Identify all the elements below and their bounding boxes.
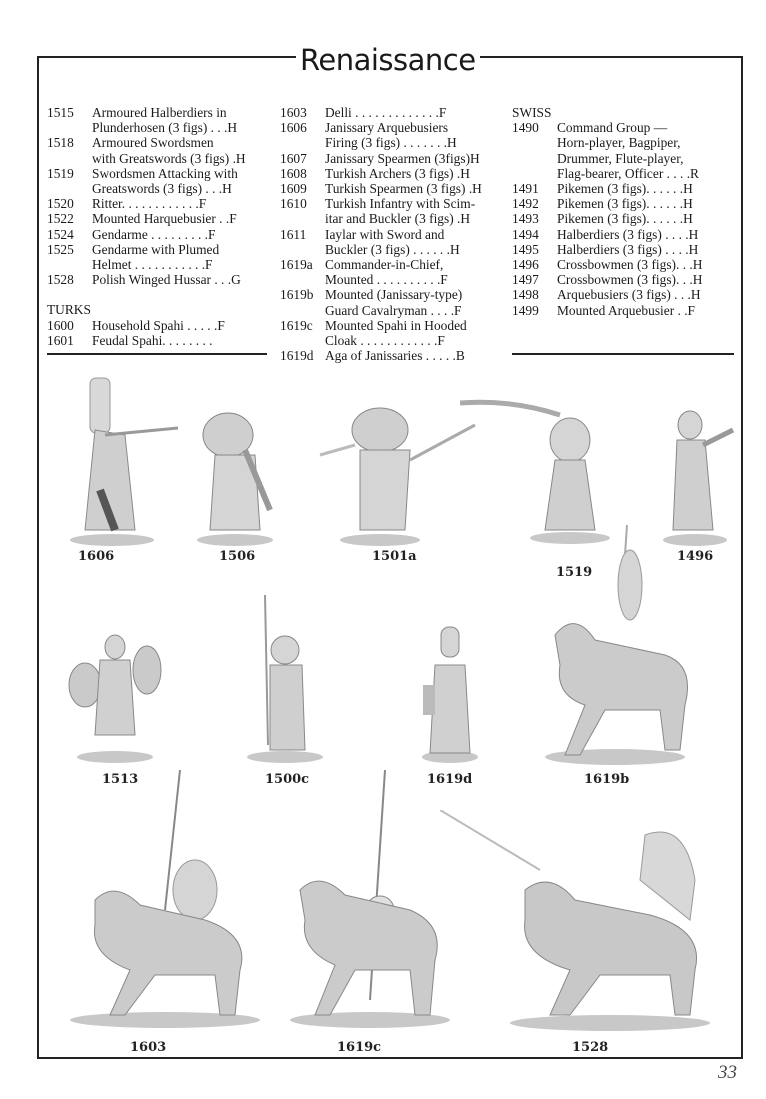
- catalog-code: 1499: [512, 302, 539, 318]
- catalog-entry: [280, 196, 505, 211]
- catalog-code: 1619a: [280, 257, 313, 273]
- figure-1619b-image: [535, 525, 710, 770]
- figure-caption: 1500c: [265, 772, 310, 787]
- catalog-code: 1522: [47, 211, 74, 227]
- catalog-description: Swordsmen Attacking with: [92, 165, 238, 181]
- catalog-entry: [512, 287, 740, 302]
- catalog-entry-continuation: [512, 151, 740, 166]
- catalog-code: 1609: [280, 181, 307, 197]
- figure-1513-image: [65, 625, 165, 765]
- catalog-code: 1494: [512, 226, 539, 242]
- catalog-description: Flag-bearer, Officer . . . .R: [557, 165, 699, 181]
- catalog-code: [512, 151, 557, 166]
- catalog-description: Helmet . . . . . . . . . . .F: [92, 257, 213, 273]
- catalog-code: [280, 211, 325, 226]
- catalog-description: Armoured Swordsmen: [92, 135, 214, 151]
- catalog-description: Household Spahi . . . . .F: [92, 317, 225, 333]
- catalog-description: with Greatswords (3 figs) .H: [92, 150, 246, 166]
- figure-1619d-image: [415, 625, 485, 765]
- catalog-entry-continuation: [47, 120, 269, 135]
- catalog-code: [280, 303, 325, 318]
- catalog-code: 1492: [512, 196, 539, 212]
- catalog-entry: [47, 135, 269, 150]
- catalog-code: 1524: [47, 226, 74, 242]
- page-number: 33: [718, 1062, 737, 1083]
- catalog-description: Delli . . . . . . . . . . . . .F: [325, 105, 447, 120]
- catalog-code: 1610: [280, 196, 307, 212]
- catalog-entry-continuation: [512, 166, 740, 181]
- catalog-description: Drummer, Flute-player,: [557, 150, 684, 166]
- catalog-entry: [47, 227, 269, 242]
- catalog-entry: [280, 181, 505, 196]
- catalog-column-2: [280, 105, 505, 363]
- catalog-entry-continuation: [280, 211, 505, 226]
- catalog-code: 1525: [47, 241, 74, 257]
- catalog-description: Gendarme with Plumed: [92, 241, 220, 257]
- catalog-entry: [280, 120, 505, 135]
- catalog-code: 1490: [512, 120, 539, 136]
- figure-caption: 1501a: [372, 549, 417, 564]
- catalog-code: 1491: [512, 181, 539, 197]
- catalog-entry: [280, 105, 505, 120]
- catalog-description: Greatswords (3 figs) . . .H: [92, 181, 232, 197]
- catalog-code: 1515: [47, 105, 74, 120]
- catalog-code: [47, 120, 92, 135]
- catalog-description: itar and Buckler (3 figs) .H: [325, 211, 471, 227]
- catalog-entry: [512, 120, 740, 135]
- catalog-description: Iaylar with Sword and: [325, 226, 445, 242]
- catalog-entry-continuation: [47, 151, 269, 166]
- catalog-entry-continuation: [280, 303, 505, 318]
- catalog-entry: [47, 242, 269, 257]
- catalog-description: Turkish Archers (3 figs) .H: [325, 165, 470, 181]
- catalog-code: [512, 166, 557, 181]
- catalog-code: 1497: [512, 272, 539, 288]
- catalog-description: Polish Winged Hussar . . .G: [92, 272, 241, 288]
- figure-caption: 1619d: [427, 772, 473, 787]
- catalog-entry: [512, 196, 740, 211]
- catalog-description: Turkish Infantry with Scim-: [325, 196, 476, 212]
- catalog-description: Aga of Janissaries . . . . .B: [325, 348, 465, 364]
- catalog-entry: [512, 303, 740, 318]
- catalog-entry: [512, 181, 740, 196]
- catalog-entry-continuation: [512, 135, 740, 150]
- figure-1500c-image: [230, 595, 330, 765]
- catalog-description: Janissary Spearmen (3figs)H: [325, 150, 480, 166]
- catalog-description: Janissary Arquebusiers: [325, 120, 449, 136]
- catalog-description: Arquebusiers (3 figs) . . .H: [557, 287, 701, 303]
- catalog-entry: [280, 166, 505, 181]
- catalog-code: 1600: [47, 317, 74, 333]
- catalog-entry-continuation: [280, 272, 505, 287]
- catalog-entry: [512, 242, 740, 257]
- catalog-description: Pikemen (3 figs). . . . . .H: [557, 211, 693, 227]
- catalog-code: 1495: [512, 241, 539, 257]
- catalog-code: 1498: [512, 287, 539, 303]
- column-divider-rule: [47, 353, 267, 355]
- catalog-entry: [280, 151, 505, 166]
- catalog-code: 1619c: [280, 317, 313, 333]
- catalog-entry-continuation: [280, 242, 505, 257]
- catalog-description: Armoured Halberdiers in: [92, 105, 227, 120]
- catalog-entry: [280, 257, 505, 272]
- catalog-description: Pikemen (3 figs). . . . . .H: [557, 181, 693, 197]
- catalog-code: 1606: [280, 120, 307, 136]
- catalog-description: Mounted Harquebusier . .F: [92, 211, 237, 227]
- catalog-entry-continuation: [47, 181, 269, 196]
- catalog-code: 1601: [47, 332, 74, 348]
- catalog-entry: [47, 105, 269, 120]
- catalog-entry: [512, 227, 740, 242]
- catalog-code: 1528: [47, 272, 74, 288]
- catalog-entry-continuation: [280, 135, 505, 150]
- catalog-code: [280, 135, 325, 150]
- catalog-description: Horn-player, Bagpiper,: [557, 135, 681, 151]
- catalog-code: 1603: [280, 105, 307, 120]
- catalog-description: Command Group —: [557, 120, 668, 136]
- catalog-code: 1493: [512, 211, 539, 227]
- catalog-code: [47, 151, 92, 166]
- catalog-code: 1611: [280, 226, 307, 242]
- catalog-description: Crossbowmen (3 figs). . .H: [557, 272, 703, 288]
- figure-caption: 1603: [130, 1040, 167, 1055]
- catalog-entry: [280, 318, 505, 333]
- catalog-description: Mounted . . . . . . . . . .F: [325, 272, 448, 288]
- catalog-code: [47, 257, 92, 272]
- figure-1528-image: [440, 810, 720, 1035]
- catalog-code: 1619d: [280, 348, 314, 364]
- catalog-description: Mounted Arquebusier . .F: [557, 302, 695, 318]
- catalog-code: [47, 181, 92, 196]
- catalog-description: Crossbowmen (3 figs). . .H: [557, 257, 703, 273]
- catalog-description: Feudal Spahi. . . . . . . .: [92, 332, 213, 348]
- catalog-entry: [512, 272, 740, 287]
- catalog-description: Commander-in-Chief,: [325, 257, 444, 273]
- catalog-code: 1519: [47, 165, 74, 181]
- catalog-entry-continuation: [280, 333, 505, 348]
- figure-1506-image: [190, 400, 280, 550]
- column-divider-rule: [512, 353, 734, 355]
- figure-1603-image: [65, 770, 265, 1030]
- catalog-entry: [47, 272, 269, 287]
- section-heading: TURKS: [47, 302, 91, 318]
- catalog-description: Halberdiers (3 figs) . . . .H: [557, 241, 699, 257]
- catalog-code: [512, 135, 557, 150]
- catalog-entry: [47, 211, 269, 226]
- catalog-entry: [47, 318, 269, 333]
- figure-caption: 1513: [102, 772, 139, 787]
- catalog-description: Mounted (Janissary-type): [325, 287, 463, 303]
- catalog-description: Buckler (3 figs) . . . . . .H: [325, 241, 460, 257]
- catalog-column-3: [512, 105, 740, 318]
- catalog-description: Mounted Spahi in Hooded: [325, 317, 467, 333]
- catalog-description: Guard Cavalryman . . . .F: [325, 302, 462, 318]
- catalog-description: Turkish Spearmen (3 figs) .H: [325, 181, 482, 197]
- catalog-code: [280, 242, 325, 257]
- figure-1619c-image: [285, 770, 455, 1030]
- catalog-entry-continuation: [47, 257, 269, 272]
- catalog-code: [280, 333, 325, 348]
- figure-caption: 1519: [556, 565, 593, 580]
- figure-caption: 1606: [78, 549, 115, 564]
- catalog-entry: [280, 227, 505, 242]
- catalog-code: 1619b: [280, 287, 314, 303]
- catalog-code: 1607: [280, 150, 307, 166]
- catalog-entry: [512, 257, 740, 272]
- catalog-entry: [280, 287, 505, 302]
- catalog-entry: [47, 333, 269, 348]
- figure-1606-image: [50, 370, 180, 550]
- figure-caption: 1528: [572, 1040, 609, 1055]
- figure-caption: 1506: [219, 549, 256, 564]
- catalog-code: [280, 272, 325, 287]
- section-heading: SWISS: [512, 105, 552, 120]
- catalog-description: Halberdiers (3 figs) . . . .H: [557, 226, 699, 242]
- catalog-description: Plunderhosen (3 figs) . . .H: [92, 120, 238, 136]
- figure-caption: 1496: [677, 549, 714, 564]
- catalog-code: 1520: [47, 196, 74, 212]
- catalog-code: 1496: [512, 257, 539, 273]
- page-title: Renaissance: [296, 40, 480, 80]
- catalog-description: Firing (3 figs) . . . . . . .H: [325, 135, 457, 151]
- catalog-entry: [512, 211, 740, 226]
- catalog-entry: [280, 348, 505, 363]
- catalog-entry: [47, 166, 269, 181]
- catalog-code: 1518: [47, 135, 74, 151]
- catalog-description: Gendarme . . . . . . . . .F: [92, 226, 216, 242]
- figure-caption: 1619b: [584, 772, 630, 787]
- figure-caption: 1619c: [337, 1040, 382, 1055]
- catalog-column-1: [47, 105, 269, 348]
- catalog-description: Cloak . . . . . . . . . . . .F: [325, 333, 445, 349]
- catalog-entry: [47, 196, 269, 211]
- catalog-description: Pikemen (3 figs). . . . . .H: [557, 196, 693, 212]
- figure-1501a-image: [310, 400, 480, 550]
- catalog-code: 1608: [280, 165, 307, 181]
- catalog-description: Ritter. . . . . . . . . . . .F: [92, 196, 207, 212]
